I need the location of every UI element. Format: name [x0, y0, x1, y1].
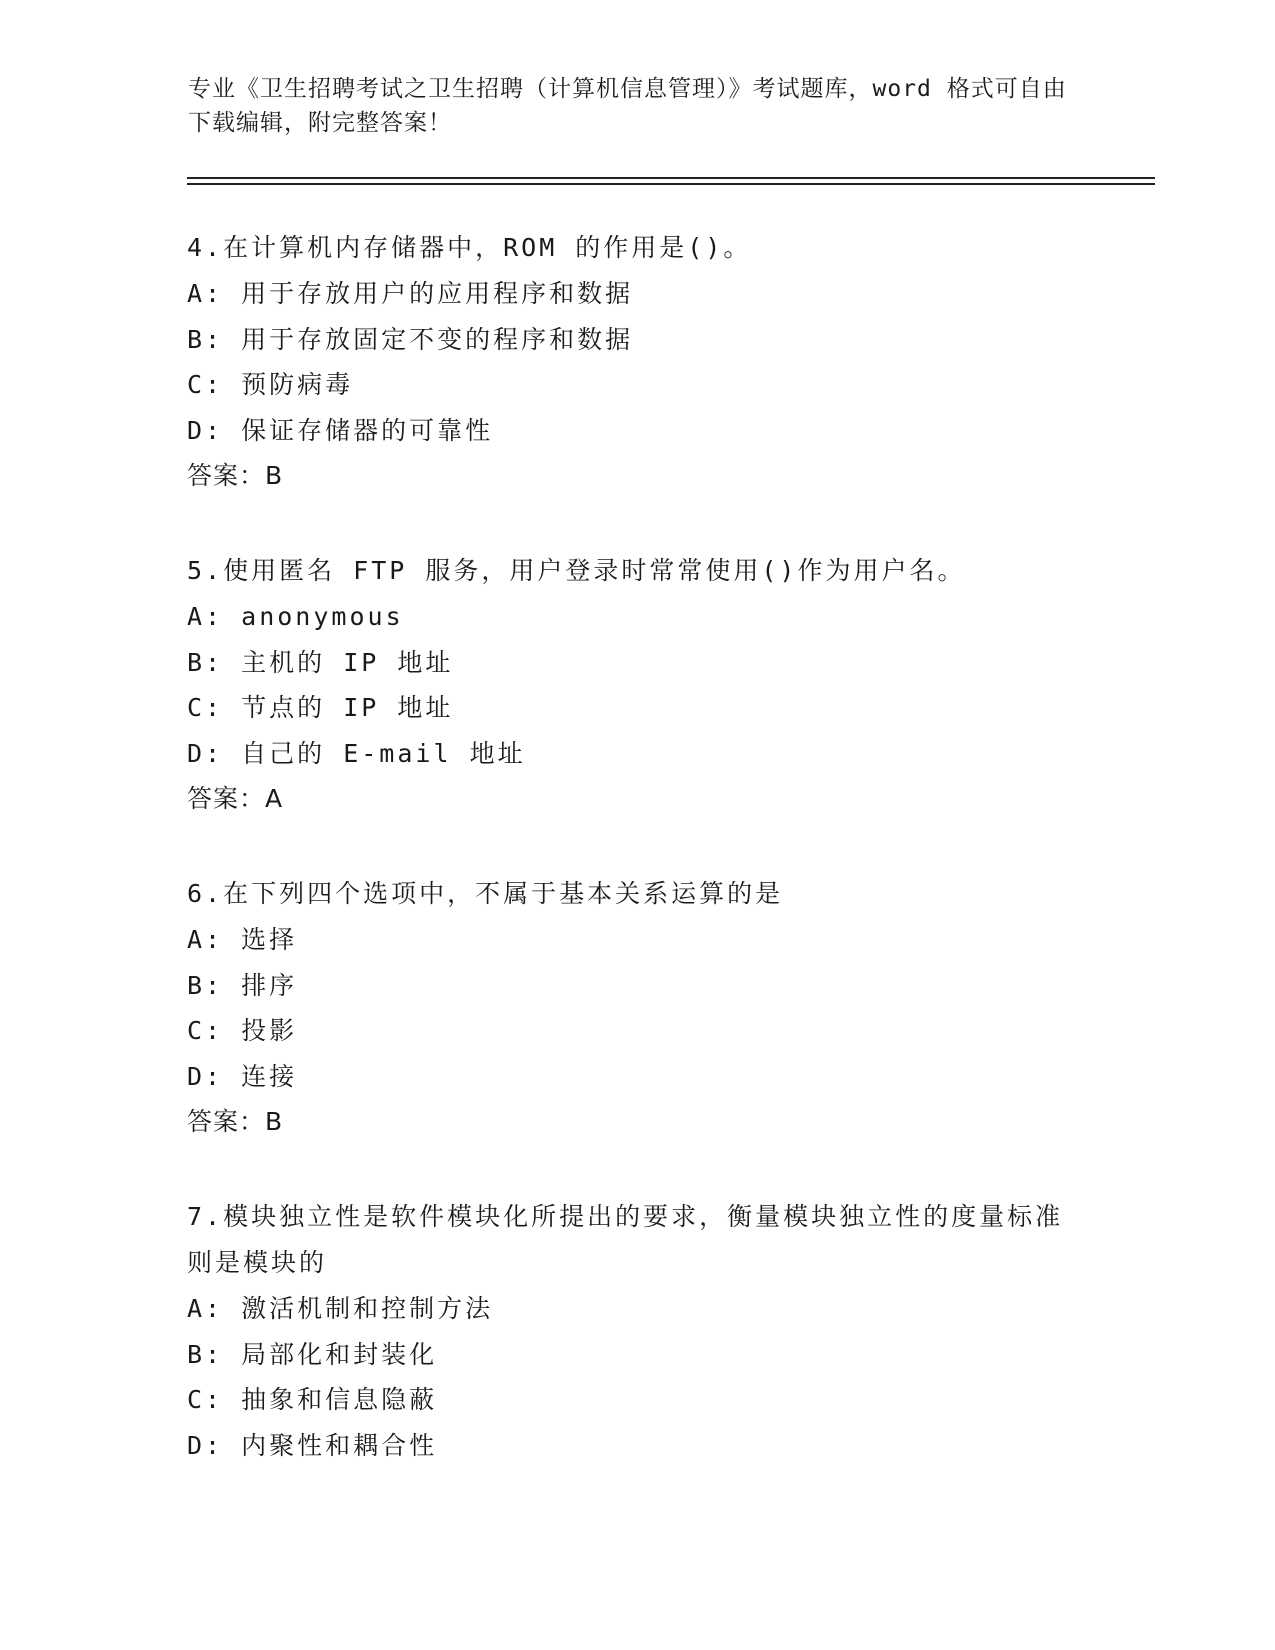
question-6: [187, 871, 1087, 1145]
option-c: C: 投影: [187, 1016, 298, 1045]
option-b: B: 排序: [187, 970, 298, 1000]
question-7: [187, 1194, 1087, 1468]
question-stem: 4.在计算机内存储器中，ROM 的作用是()。: [187, 233, 752, 262]
option-d: D: 保证存储器的可靠性: [187, 415, 494, 445]
option-d: D: 连接: [187, 1061, 298, 1091]
header-divider-top: [187, 177, 1155, 179]
question-stem: 7.模块独立性是软件模块化所提出的要求，衡量模块独立性的度量标准则是模块的: [187, 1202, 1064, 1277]
option-a: A: anonymous: [187, 602, 404, 631]
option-b: B: 主机的 IP 地址: [187, 647, 454, 677]
question-5: [187, 548, 1087, 822]
answer-text: 答案：B: [187, 461, 284, 490]
question-stem: 6.在下列四个选项中，不属于基本关系运算的是: [187, 879, 784, 908]
option-d: D: 内聚性和耦合性: [187, 1430, 438, 1460]
option-b: B: 局部化和封装化: [187, 1339, 438, 1369]
option-d: D: 自己的 E-mail 地址: [187, 738, 526, 768]
question-stem: 5.使用匿名 FTP 服务，用户登录时常常使用()作为用户名。: [187, 556, 966, 585]
question-4: [187, 225, 1087, 499]
option-c: C: 预防病毒: [187, 370, 354, 399]
option-a: A: 用于存放用户的应用程序和数据: [187, 279, 634, 308]
option-c: C: 节点的 IP 地址: [187, 693, 454, 722]
document-header: 专业《卫生招聘考试之卫生招聘（计算机信息管理）》考试题库，word 格式可自由下载编辑，附完整答案！: [188, 76, 1067, 136]
answer-text: 答案：B: [187, 1107, 284, 1136]
option-c: C: 抽象和信息隐蔽: [187, 1385, 438, 1414]
option-a: A: 选择: [187, 925, 298, 954]
option-b: B: 用于存放固定不变的程序和数据: [187, 324, 634, 354]
header-divider-bottom: [187, 183, 1155, 185]
answer-text: 答案：A: [187, 784, 284, 813]
option-a: A: 激活机制和控制方法: [187, 1294, 494, 1323]
